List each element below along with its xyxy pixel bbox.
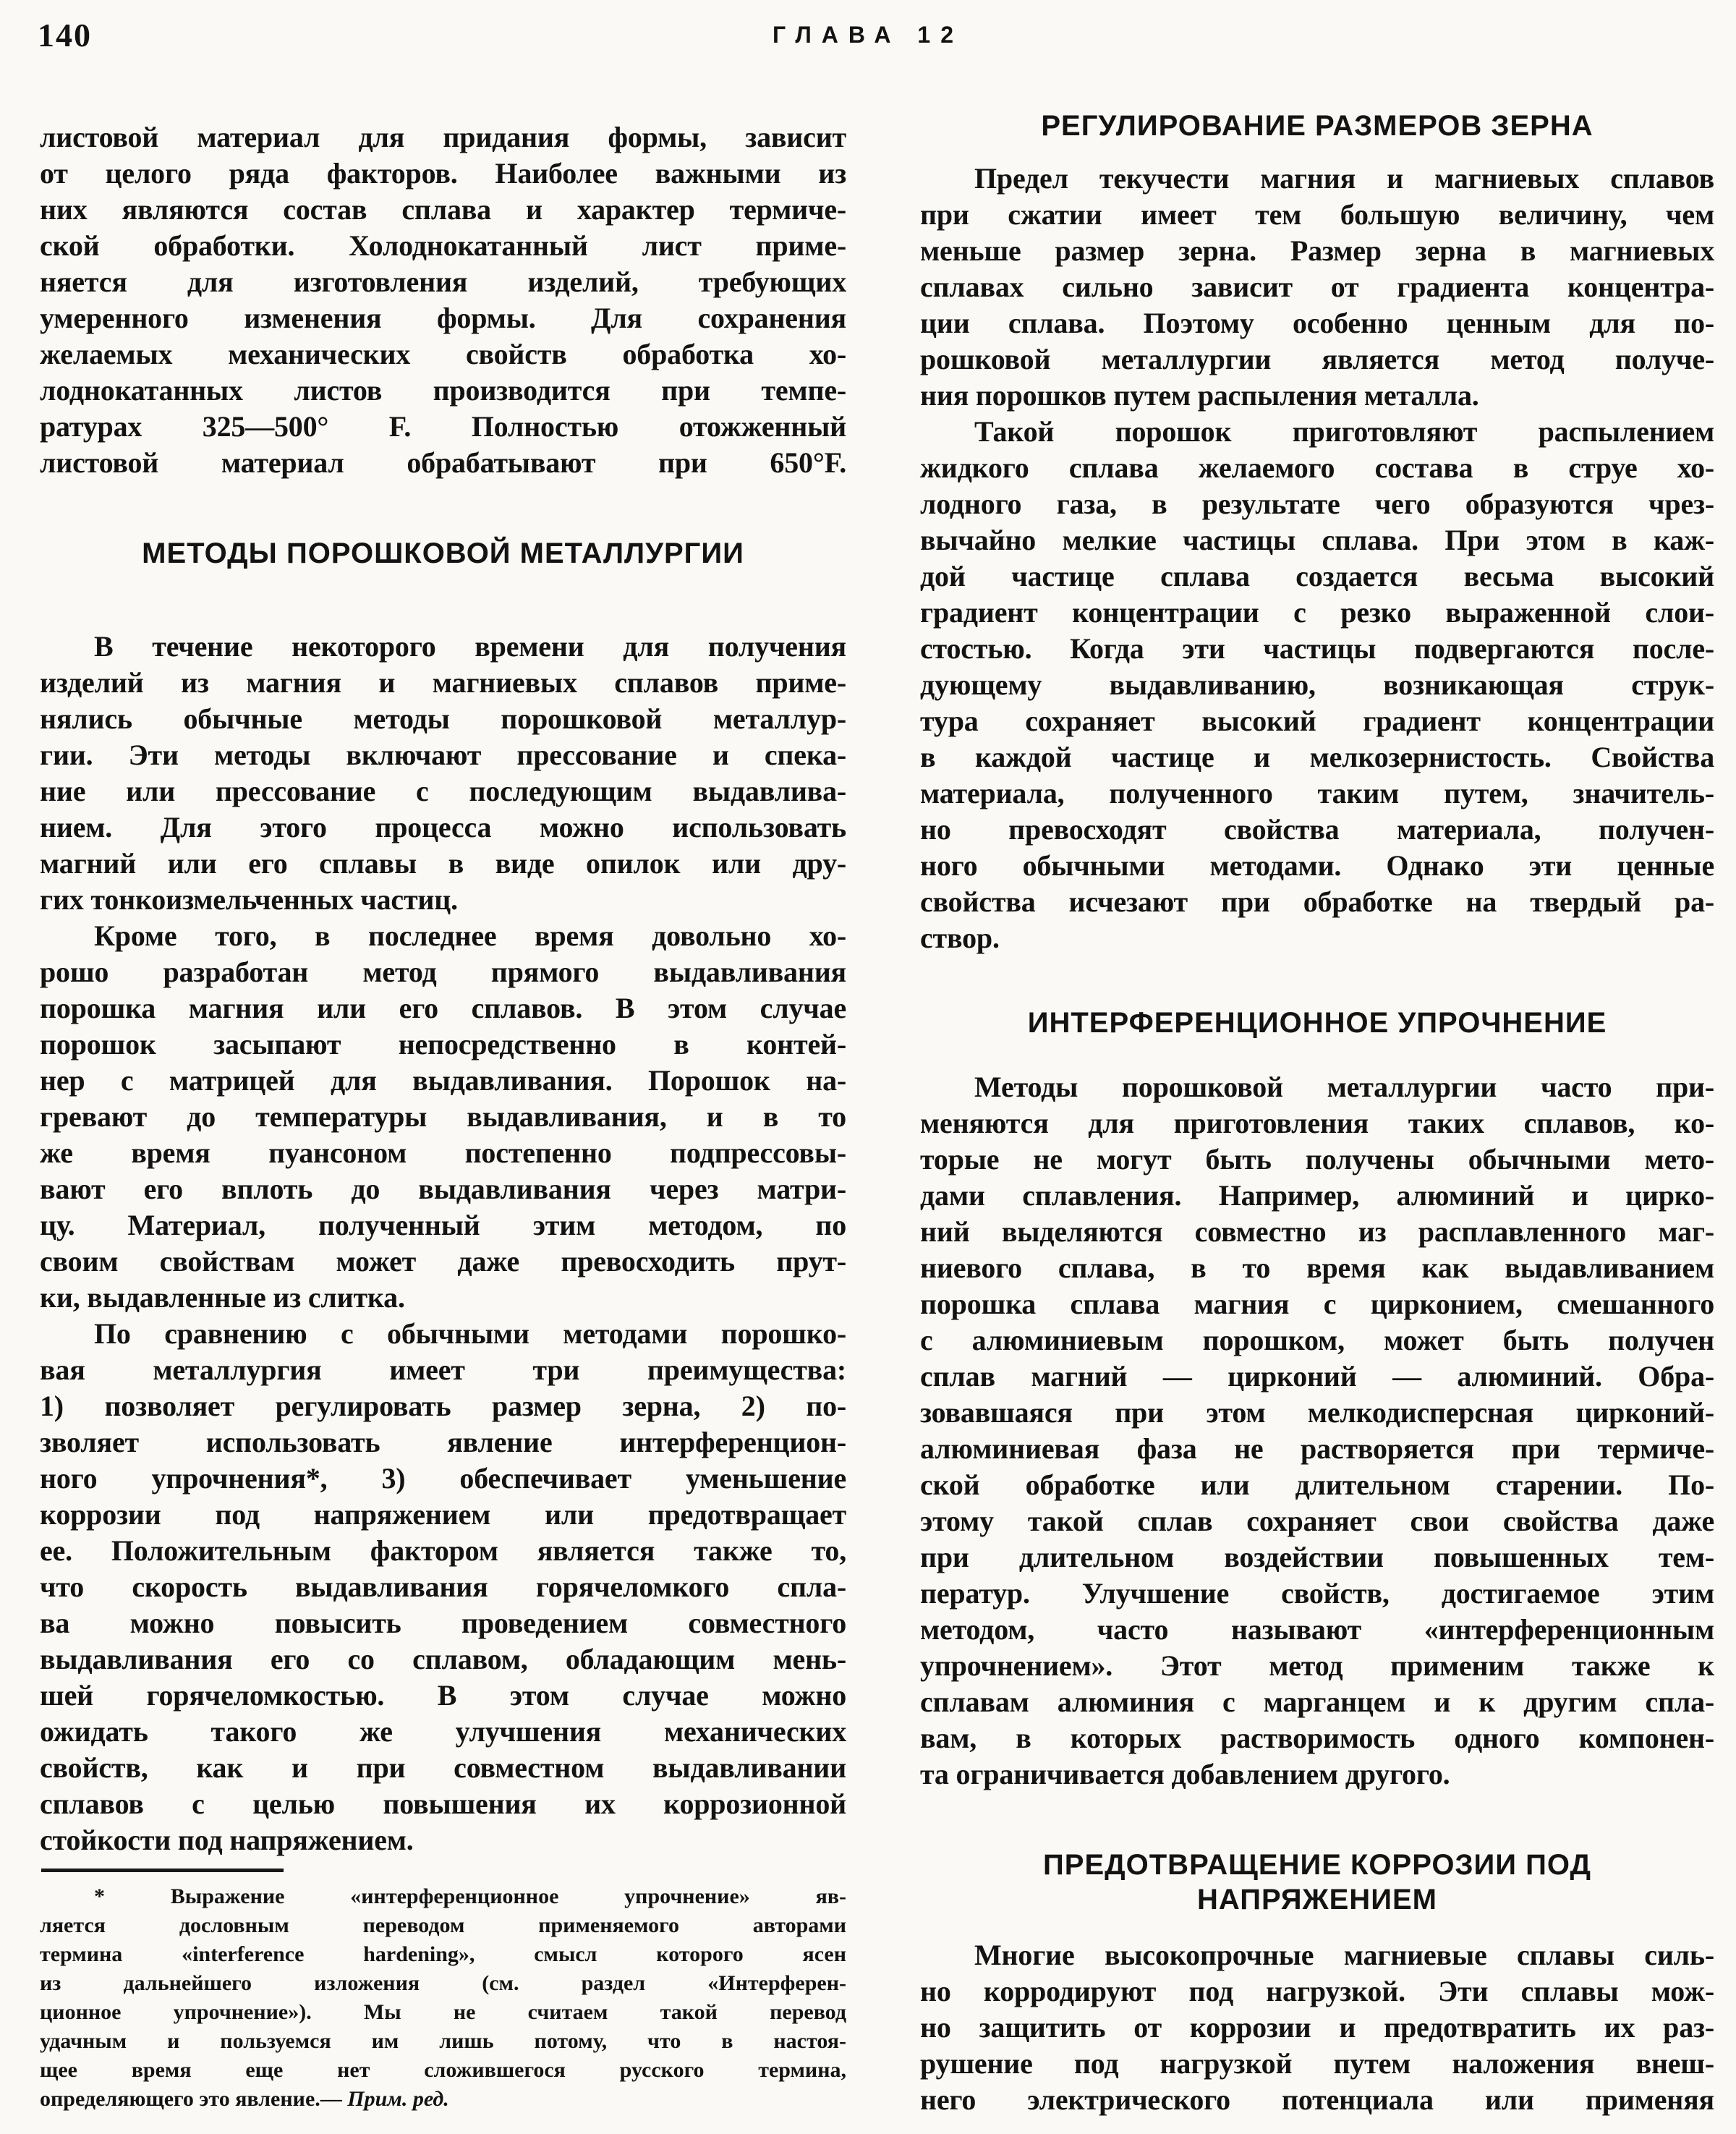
text-line: ратурах 325—500° F. Полностью отожженный	[40, 410, 846, 443]
text-line: цу. Материал, полученный этим методом, по	[40, 1209, 846, 1241]
footnote	[40, 1882, 846, 2114]
text-line: ляется дословным переводом применяемого авторами	[40, 1913, 846, 1937]
text-line: меньше размер зерна. Размер зерна в магниевых	[920, 234, 1714, 267]
text-line: тура сохраняет высокий градиент концентрации	[920, 705, 1714, 737]
text-line: же время пуансоном постепенно подпрессовы-	[40, 1136, 846, 1169]
text-line: с алюминиевым порошком, может быть получен	[920, 1324, 1714, 1356]
text-line: алюминиевая фаза не растворяется при термиче-	[920, 1432, 1714, 1465]
text-line: при сжатии имеет тем большую величину, чем	[920, 198, 1714, 231]
text-line: Многие высокопрочные магниевые сплавы силь-	[974, 1939, 1714, 1971]
text-line: ционное упрочнение»). Мы не считаем такой перевод	[40, 2000, 846, 2024]
text-line: при длительном воздействии повышенных тем-	[920, 1541, 1714, 1573]
text-line: порошка сплава магния с цирконием, смешанного	[920, 1288, 1714, 1320]
text-line: своим свойствам может даже превосходить прут-	[40, 1245, 846, 1278]
text-line: ниевого сплава, в то время как выдавливанием	[920, 1251, 1714, 1284]
text-line: няется для изготовления изделий, требующих	[40, 265, 846, 298]
text-line: но защитить от коррозии и предотвратить их раз-	[920, 2011, 1714, 2044]
text-line: створ.	[920, 922, 1000, 954]
text-line: них являются состав сплава и характер термиче-	[40, 193, 846, 226]
text-line: дующему выдавливанию, возникающая струк-	[920, 668, 1714, 701]
text-line: вают его вплоть до выдавливания через матри-	[40, 1173, 846, 1205]
text-line: ператур. Улучшение свойств, достигаемое этим	[920, 1577, 1714, 1610]
text-line: Методы порошковой металлургии часто при-	[974, 1071, 1714, 1103]
footnote-editor-note: Прим. ред.	[347, 2087, 449, 2111]
text-line: жидкого сплава желаемого состава в струе хо-	[920, 451, 1714, 484]
text-line: дами сплавления. Например, алюминий и цирко-	[920, 1179, 1714, 1212]
text-line: ее. Положительным фактором является также то,	[40, 1534, 846, 1567]
text-line: листовой материал обрабатывают при 650°F.	[40, 446, 846, 479]
text-line: ской обработки. Холоднокатанный лист приме-	[40, 229, 846, 262]
text-line: ний выделяются совместно из расплавленного маг-	[920, 1215, 1714, 1248]
text-line: дой частице сплава создается весьма высокий	[920, 560, 1714, 592]
text-line: рушение под нагрузкой путем наложения внеш-	[920, 2047, 1714, 2080]
text-line: градиент концентрации с резко выраженной слои-	[920, 596, 1714, 629]
text-line: но корродируют под нагрузкой. Эти сплавы мож-	[920, 1975, 1714, 2007]
text-line: ПРЕДОТВРАЩЕНИЕ КОРРОЗИИ ПОД	[1043, 1849, 1591, 1881]
text-line: свойств, как и при совместном выдавливании	[40, 1751, 846, 1784]
text-line: лоднокатанных листов производится при темпе-	[40, 374, 846, 407]
footnote-last-line-text: определяющего это явление.—	[40, 2087, 348, 2111]
text-line: гревают до температуры выдавливания, и в то	[40, 1100, 846, 1133]
text-line: магний или его сплавы в виде опилок или дру-	[40, 847, 846, 880]
text-line: ожидать такого же улучшения механических	[40, 1715, 846, 1748]
text-line: Предел текучести магния и магниевых сплавов	[974, 162, 1714, 195]
paragraph	[40, 1316, 846, 1858]
text-line: него электрического потенциала или применяя	[920, 2083, 1714, 2116]
text-line: коррозии под напряжением или предотвращает	[40, 1498, 846, 1531]
text-line: торые не могут быть получены обычными мето-	[920, 1143, 1714, 1176]
text-line: По сравнению с обычными методами порошко-	[94, 1317, 846, 1350]
text-line: та ограничивается добавлением другого.	[920, 1758, 1450, 1790]
section-heading-stress-corrosion-prevention	[920, 1848, 1714, 1917]
footnote-last-line	[40, 2085, 846, 2114]
text-line: лодного газа, в результате чего образуются чрез-	[920, 488, 1714, 520]
page-number: 140	[38, 17, 92, 54]
text-line: термина «interference hardening», смысл которого ясен	[40, 1942, 846, 1966]
text-line: выдавливания его со сплавом, обладающим мень-	[40, 1643, 846, 1675]
text-line: вам, в которых растворимость одного компонен-	[920, 1722, 1714, 1754]
text-line: что скорость выдавливания горячеломкого спла-	[40, 1570, 846, 1603]
text-line: ного упрочнения*, 3) обеспечивает уменьшение	[40, 1462, 846, 1495]
running-header: ГЛАВА 12	[772, 22, 963, 48]
text-line: сплавам алюминия с марганцем и к другим спла-	[920, 1685, 1714, 1718]
text-line: свойства исчезают при обработке на твердый ра-	[920, 885, 1714, 918]
footnote-text	[40, 1882, 846, 2085]
text-line: листовой материал для придания формы, зависит	[40, 121, 846, 153]
text-line: стойкости под напряжением.	[40, 1824, 414, 1856]
paragraph	[40, 629, 846, 918]
text-line: нием. Для этого процесса можно использовать	[40, 811, 846, 843]
text-line: ции сплава. Поэтому особенно ценным для по-	[920, 307, 1714, 339]
text-line: В течение некоторого времени для получения	[94, 630, 846, 663]
text-line: стостью. Когда эти частицы подвергаются после-	[920, 632, 1714, 665]
text-line: рошковой металлургии является метод получе-	[920, 343, 1714, 375]
text-line: щее время еще нет сложившегося русского термина,	[40, 2058, 846, 2082]
intro-paragraph	[40, 119, 846, 481]
text-line: удачным и пользуемся им лишь потому, что в настоя-	[40, 2029, 846, 2053]
text-line: 1) позволяет регулировать размер зерна, 2) по-	[40, 1390, 846, 1422]
right-column	[920, 109, 1714, 2118]
text-line: из дальнейшего изложения (см. раздел «Интерферен-	[40, 1971, 846, 1995]
text-line: изделий из магния и магниевых сплавов приме-	[40, 666, 846, 699]
text-line: зволяет использовать явление интерференцион-	[40, 1426, 846, 1458]
text-line: нер с матрицей для выдавливания. Порошок на-	[40, 1064, 846, 1097]
text-line: вычайно мелкие частицы сплава. При этом в каж-	[920, 524, 1714, 556]
text-line: рошо разработан метод прямого выдавливания	[40, 956, 846, 988]
text-line: сплавов с целью повышения их коррозионной	[40, 1787, 846, 1820]
text-line: этому такой сплав сохраняет свои свойства даже	[920, 1505, 1714, 1537]
text-line: гих тонкоизмельченных частиц.	[40, 883, 458, 916]
text-line: нялись обычные методы порошковой металлур-	[40, 702, 846, 735]
text-line: порошок засыпают непосредственно в контей-	[40, 1028, 846, 1060]
text-line: методом, часто называют «интерференционным	[920, 1613, 1714, 1646]
text-line: в каждой частице и мелкозернистость. Свойства	[920, 741, 1714, 773]
text-line: сплавах сильно зависит от градиента концентра-	[920, 271, 1714, 303]
text-line: сплав магний — цирконий — алюминий. Обра-	[920, 1360, 1714, 1393]
text-line: ного обычными методами. Однако эти ценные	[920, 849, 1714, 882]
footnote-divider	[41, 1869, 284, 1872]
text-line: * Выражение «интерференционное упрочнение» яв-	[94, 1884, 846, 1908]
text-line: НАПРЯЖЕНИЕМ	[1197, 1884, 1437, 1916]
left-column	[40, 119, 846, 2114]
paragraph	[40, 918, 846, 1316]
text-line: умеренного изменения формы. Для сохранения	[40, 302, 846, 334]
text-line: гии. Эти методы включают прессование и спека-	[40, 739, 846, 771]
text-line: Кроме того, в последнее время довольно хо-	[94, 919, 846, 952]
text-line: от целого ряда факторов. Наиболее важными из	[40, 157, 846, 190]
text-line: меняются для приготовления таких сплавов, ко-	[920, 1107, 1714, 1139]
section-heading-interference-hardening: ИНТЕРФЕРЕНЦИОННОЕ УПРОЧНЕНИЕ	[1027, 1007, 1607, 1039]
text-line: зовавшаяся при этом мелкодисперсная цирконий-	[920, 1396, 1714, 1429]
paragraph	[920, 414, 1714, 956]
text-line: упрочнением». Этот метод применим также к	[920, 1649, 1714, 1682]
text-line: порошка магния или его сплавов. В этом случае	[40, 992, 846, 1024]
text-line: но превосходят свойства материала, получен-	[920, 813, 1714, 846]
section-heading-powder-metallurgy-methods: МЕТОДЫ ПОРОШКОВОЙ МЕТАЛЛУРГИИ	[142, 537, 744, 569]
text-line: материала, полученного таким путем, значитель-	[920, 777, 1714, 809]
text-line: желаемых механических свойств обработка хо-	[40, 338, 846, 370]
paragraph	[920, 1069, 1714, 1793]
text-line: ние или прессование с последующим выдавлива-	[40, 775, 846, 807]
text-line: ской обработке или длительном старении. По-	[920, 1468, 1714, 1501]
paragraph	[920, 1937, 1714, 2118]
text-line: ва можно повысить проведением совместного	[40, 1607, 846, 1639]
text-line: ки, выдавленные из слитка.	[40, 1281, 405, 1314]
section-heading-grain-size-control: РЕГУЛИРОВАНИЕ РАЗМЕРОВ ЗЕРНА	[1041, 110, 1594, 142]
paragraph	[920, 161, 1714, 414]
text-line: шей горячеломкостью. В этом случае можно	[40, 1679, 846, 1712]
text-line: вая металлургия имеет три преимущества:	[40, 1353, 846, 1386]
text-line: Такой порошок приготовляют распылением	[974, 415, 1714, 448]
text-line: ния порошков путем распыления металла.	[920, 379, 1479, 412]
